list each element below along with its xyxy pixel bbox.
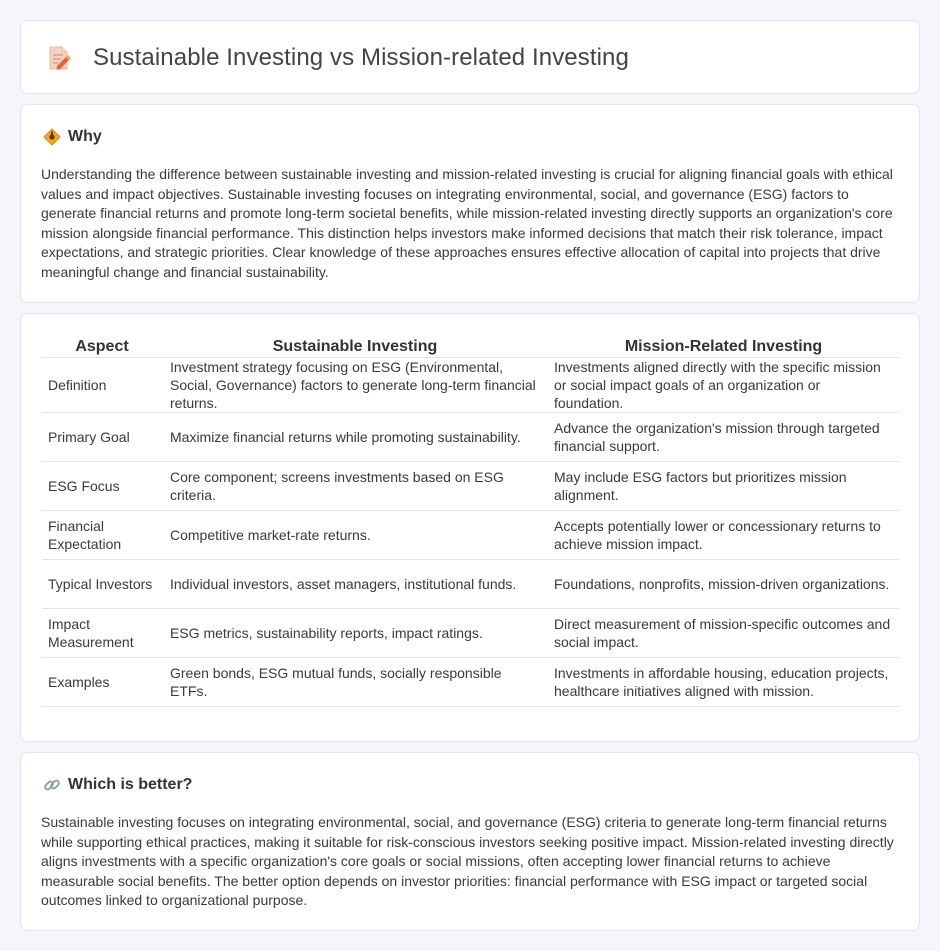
aspect-cell: Financial Expectation — [42, 511, 162, 560]
aspect-cell: Definition — [42, 358, 162, 413]
table-row — [42, 413, 899, 462]
header-mission: Mission-Related Investing — [546, 334, 899, 358]
mission-cell: Accepts potentially lower or concessionary returns to achieve mission impact. — [546, 511, 899, 560]
aspect-cell: Examples — [42, 658, 162, 707]
header-aspect: Aspect — [42, 334, 162, 358]
why-header — [43, 128, 102, 146]
aspect-cell: Typical Investors — [42, 560, 162, 609]
sustainable-cell: Core component; screens investments based on ESG criteria. — [162, 462, 546, 511]
table-row — [42, 560, 899, 609]
comparison-card — [20, 313, 920, 742]
table-row — [42, 658, 899, 707]
why-title: Why — [68, 128, 102, 145]
better-text: Sustainable investing focuses on integrating environmental, social, and governance (ESG) criteria to generate long-term financial returns while supporting ethical practices, making it suitable for risk-conscious investors seeking positive impact. Mission-related investing directly aligns investments with a specific organization's core goals or social missions, often accepting lower financial returns to achieve measurable social benefits. The better option depends on investor priorities: financial performance with ESG impact or targeted social outcomes linked to organizational purpose. — [41, 814, 894, 908]
table-row — [42, 358, 899, 413]
better-title: Which is better? — [68, 776, 193, 793]
mission-cell: May include ESG factors but prioritizes mission alignment. — [546, 462, 899, 511]
sustainable-cell: ESG metrics, sustainability reports, impact ratings. — [162, 609, 546, 658]
sustainable-cell: Investment strategy focusing on ESG (Environmental, Social, Governance) factors to generate long-term financial returns. — [162, 358, 546, 413]
diamond-sign-icon — [43, 128, 61, 146]
sustainable-cell: Green bonds, ESG mutual funds, socially responsible ETFs. — [162, 658, 546, 707]
sustainable-cell: Maximize financial returns while promoting sustainability. — [162, 413, 546, 462]
aspect-cell: Impact Measurement — [42, 609, 162, 658]
page-title: Sustainable Investing vs Mission-related Investing — [93, 44, 629, 71]
mission-cell: Foundations, nonprofits, mission-driven organizations. — [546, 560, 899, 609]
table-header-row — [42, 334, 899, 358]
table-row — [42, 609, 899, 658]
title-card — [20, 20, 920, 94]
mission-cell: Investments in affordable housing, education projects, healthcare initiatives aligned with mission. — [546, 658, 899, 707]
why-text: Understanding the difference between sustainable investing and mission-related investing is crucial for aligning financial goals with ethical values and impact objectives. Sustainable investing focuses on integrating environmental, social, and governance (ESG) factors to generate financial returns and promote long-term societal benefits, while mission-related investing directly supports an organization's core mission alongside financial performance. This distinction helps investors make informed decisions that match their risk tolerance, impact expectations, and strategic priorities. Clear knowledge of these approaches ensures effective allocation of capital into projects that drive meaningful change and financial sustainability. — [41, 166, 893, 280]
mission-cell: Investments aligned directly with the specific mission or social impact goals of an organization or foundation. — [546, 358, 899, 413]
title-row — [45, 44, 629, 72]
which-better-card — [20, 752, 920, 931]
why-card — [20, 104, 920, 303]
mission-cell: Direct measurement of mission-specific outcomes and social impact. — [546, 609, 899, 658]
table-row — [42, 462, 899, 511]
better-header — [43, 776, 192, 794]
aspect-cell: ESG Focus — [42, 462, 162, 511]
mission-cell: Advance the organization's mission through targeted financial support. — [546, 413, 899, 462]
link-icon — [43, 776, 61, 794]
comparison-table — [42, 334, 899, 707]
sustainable-cell: Individual investors, asset managers, institutional funds. — [162, 560, 546, 609]
sustainable-cell: Competitive market-rate returns. — [162, 511, 546, 560]
aspect-cell: Primary Goal — [42, 413, 162, 462]
document-pencil-icon — [45, 44, 73, 72]
header-sustainable: Sustainable Investing — [162, 334, 546, 358]
table-row — [42, 511, 899, 560]
